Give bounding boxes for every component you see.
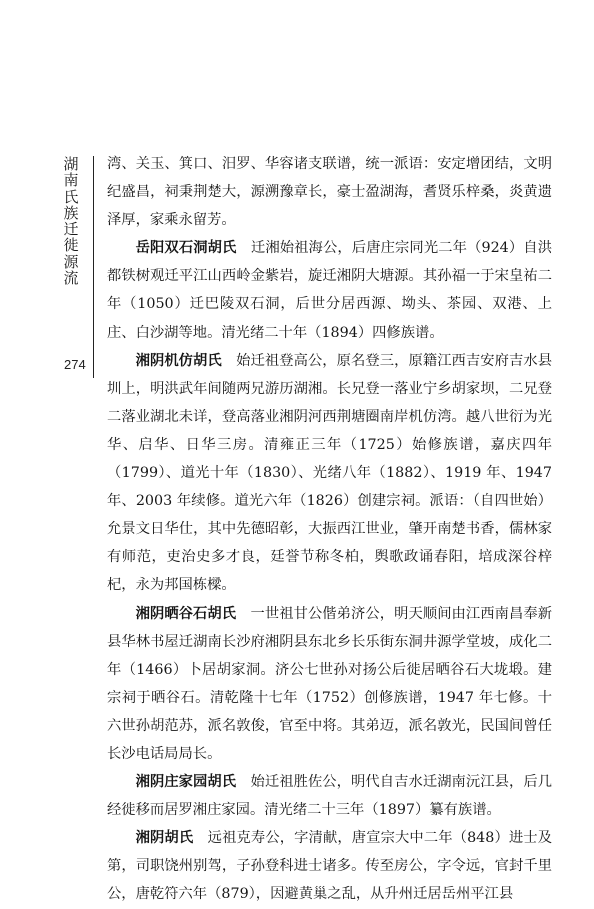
paragraph-xiangyin-hu: [107, 824, 552, 908]
running-title-char: 湖: [63, 155, 79, 173]
clan-heading: 湘阴晒谷石胡氏: [135, 605, 237, 622]
paragraph-continuation: [107, 150, 552, 234]
paragraph-yueyang-shuangshidong: [107, 234, 552, 346]
clan-heading: 湘阴庄家园胡氏: [135, 774, 237, 791]
running-title-char: 徙: [63, 236, 79, 255]
page-number: 274: [64, 357, 86, 372]
paragraph-body: 一世祖甘公偕弟济公，明天顺间由江西南昌奉新县华林书屋迁湖南长沙府湘阴县东北乡长乐街东洞井源学堂坡，成化二年（1466）卜居胡家洞。济公七世孙对扬公后徙居晒谷石大垅塅。建宗祠于晒谷石。清乾隆十七年（1752）创修族谱，1947 年七修。十六世孙胡范苏，派名敦俊，官至中将。其弟迈，派名敦光，民国间曾任长沙电话局局长。: [107, 605, 553, 762]
margin-rule: [93, 156, 94, 378]
running-title: [60, 156, 82, 286]
paragraph-xiangyin-jifang: [107, 347, 552, 600]
paragraph-xiangyin-shaigushi: [107, 600, 552, 769]
running-title-char: 流: [63, 269, 79, 288]
running-title-char: 迁: [63, 220, 79, 239]
paragraph-body: 湾、关玉、箕口、汨罗、华容诸支联谱，统一派语：安定增团结，文明纪盛昌，祠秉荆楚大，源溯豫章长，豪士盈湖海，耆贤乐梓桑，炎黄遗泽厚，家乘永留芳。: [107, 156, 552, 229]
running-title-char: 族: [63, 203, 79, 222]
clan-heading: 岳阳双石洞胡氏: [135, 240, 237, 257]
clan-heading: 湘阴机仿胡氏: [135, 352, 222, 369]
running-title-char: 南: [63, 171, 79, 190]
paragraph-body: 始迁祖胜佐公，明代自吉水迁湖南沅江县，后几经徙移而居罗湘庄家园。清光绪二十三年（1897）纂有族谱。: [107, 774, 553, 819]
paragraph-xiangyin-zhuangjiayuan: [107, 768, 552, 824]
paragraph-body: 远祖克寿公，字清献，唐宣宗大中二年（848）进士及第，司职饶州别驾，子孙登科进士诸多。传至房公，字令远，官封千里公，唐乾符六年（879），因避黄巢之乱，从升州迁居岳州平江县: [107, 830, 553, 903]
paragraph-body: 始迁祖登高公，原名登三，原籍江西吉安府吉水县圳上，明洪武年间随两兄游历湖湘。长兄登一落业宁乡胡家坝，二兄登二落业湖北未详，登高落业湘阴河西荆塘圈南岸机仿湾。越八世衍为光华、启华、日华三房。清雍正三年（1725）始修族谱，嘉庆四年（1799）、道光十年（1830）、光绪八年（1882）、1919 年、1947年、2003 年续修。道光六年（1826）创建宗祠。派语：（自四世始）允景文日华仕，其中先德昭彰，大振西江世业，肇开南楚书香，儒林家有师范，吏治史多才良，廷誉节称冬柏，舆歌政诵春阳，培成深谷梓杞，永为邦国栋樑。: [107, 352, 553, 594]
body-text: [107, 150, 552, 909]
paragraph-body: 迁湘始祖海公，后唐庄宗同光二年（924）自洪都铁树观迁平江山西岭金紫岩，旋迁湘阴大塘源。其孙福一于宋皇祐二年（1050）迁巴陵双石洞，后世分居西源、坳头、茶园、双港、上庄、白沙湖等地。清光绪二十年（1894）四修族谱。: [107, 240, 553, 341]
running-title-char: 氏: [63, 187, 79, 206]
running-title-char: 源: [63, 252, 79, 271]
clan-heading: 湘阴胡氏: [135, 830, 194, 847]
